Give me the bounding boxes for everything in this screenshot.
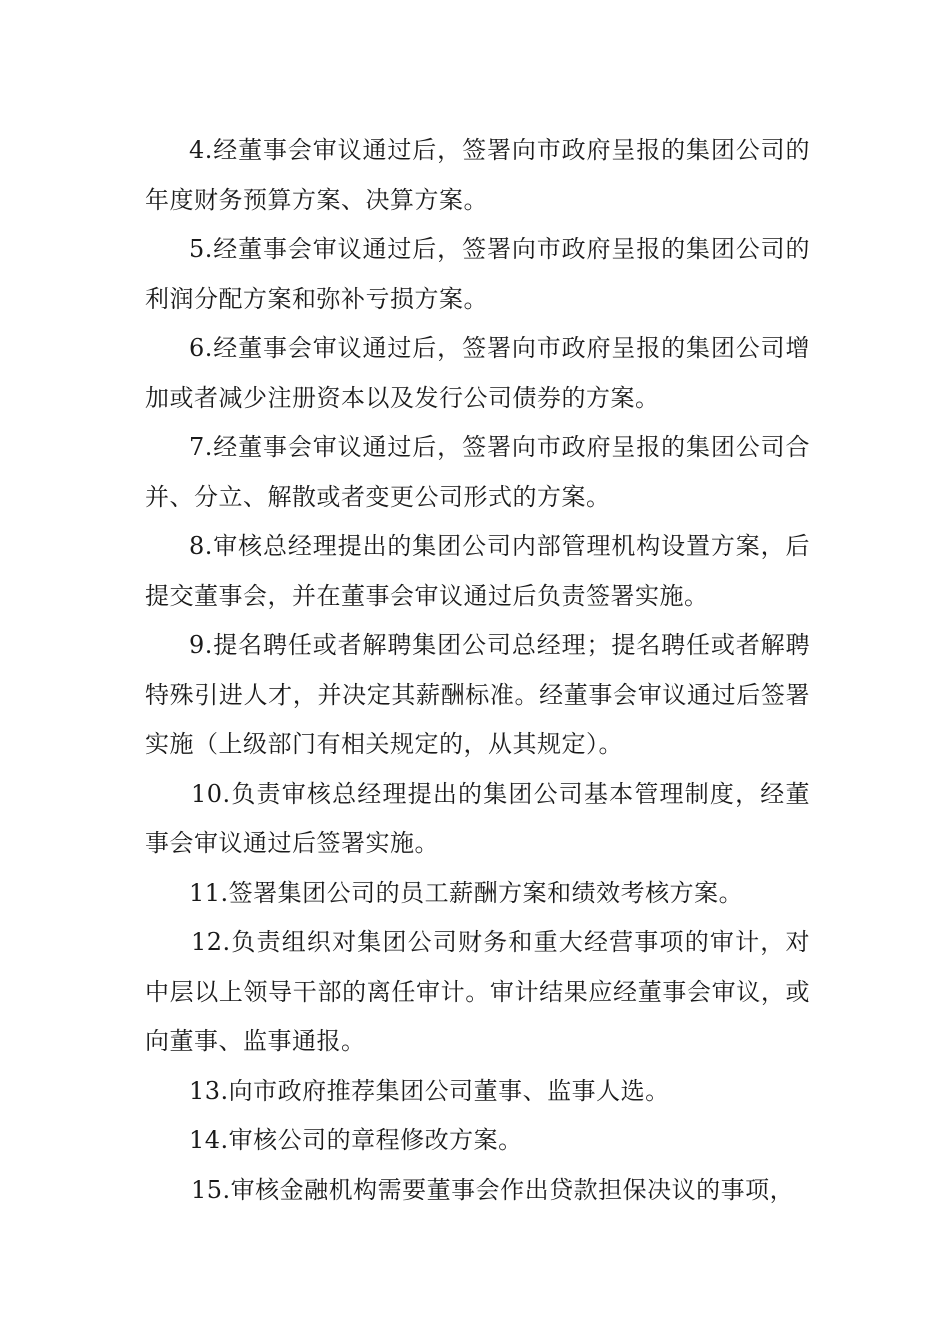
paragraph-item-14: 14.审核公司的章程修改方案。 <box>189 1126 523 1154</box>
paragraph-item-4: 4.经董事会审议通过后，签署向市政府呈报的集团公司的年度财务预算方案、决算方案。 <box>145 136 810 214</box>
paragraph-item-10: 10.负责审核总经理提出的集团公司基本管理制度，经董事会审议通过后签署实施。 <box>145 779 810 857</box>
paragraph-item-5: 5.经董事会审议通过后，签署向市政府呈报的集团公司的利润分配方案和弥补亏损方案。 <box>145 235 810 313</box>
paragraph-item-7: 7.经董事会审议通过后，签署向市政府呈报的集团公司合并、分立、解散或者变更公司形式的方案。 <box>145 433 810 511</box>
paragraph-item-11: 11.签署集团公司的员工薪酬方案和绩效考核方案。 <box>189 878 744 907</box>
paragraph-item-9: 9.提名聘任或者解聘集团公司总经理；提名聘任或者解聘特殊引进人才，并决定其薪酬标准。经董事会审议通过后签署实施（上级部门有相关规定的，从其规定）。 <box>145 631 810 758</box>
paragraph-item-15: 15.审核金融机构需要董事会作出贷款担保决议的事项， <box>191 1175 795 1204</box>
paragraph-item-6: 6.经董事会审议通过后，签署向市政府呈报的集团公司增加或者减少注册资本以及发行公司债券的方案。 <box>145 334 810 412</box>
document-body <box>145 126 810 1215</box>
paragraph-item-12: 12.负责组织对集团公司财务和重大经营事项的审计，对中层以上领导干部的离任审计。审计结果应经董事会审议，或向董事、监事通报。 <box>145 928 810 1055</box>
paragraph-item-8: 8.审核总经理提出的集团公司内部管理机构设置方案，后提交董事会，并在董事会审议通过后负责签署实施。 <box>145 532 810 610</box>
paragraph-item-13: 13.向市政府推荐集团公司董事、监事人选。 <box>189 1076 670 1105</box>
